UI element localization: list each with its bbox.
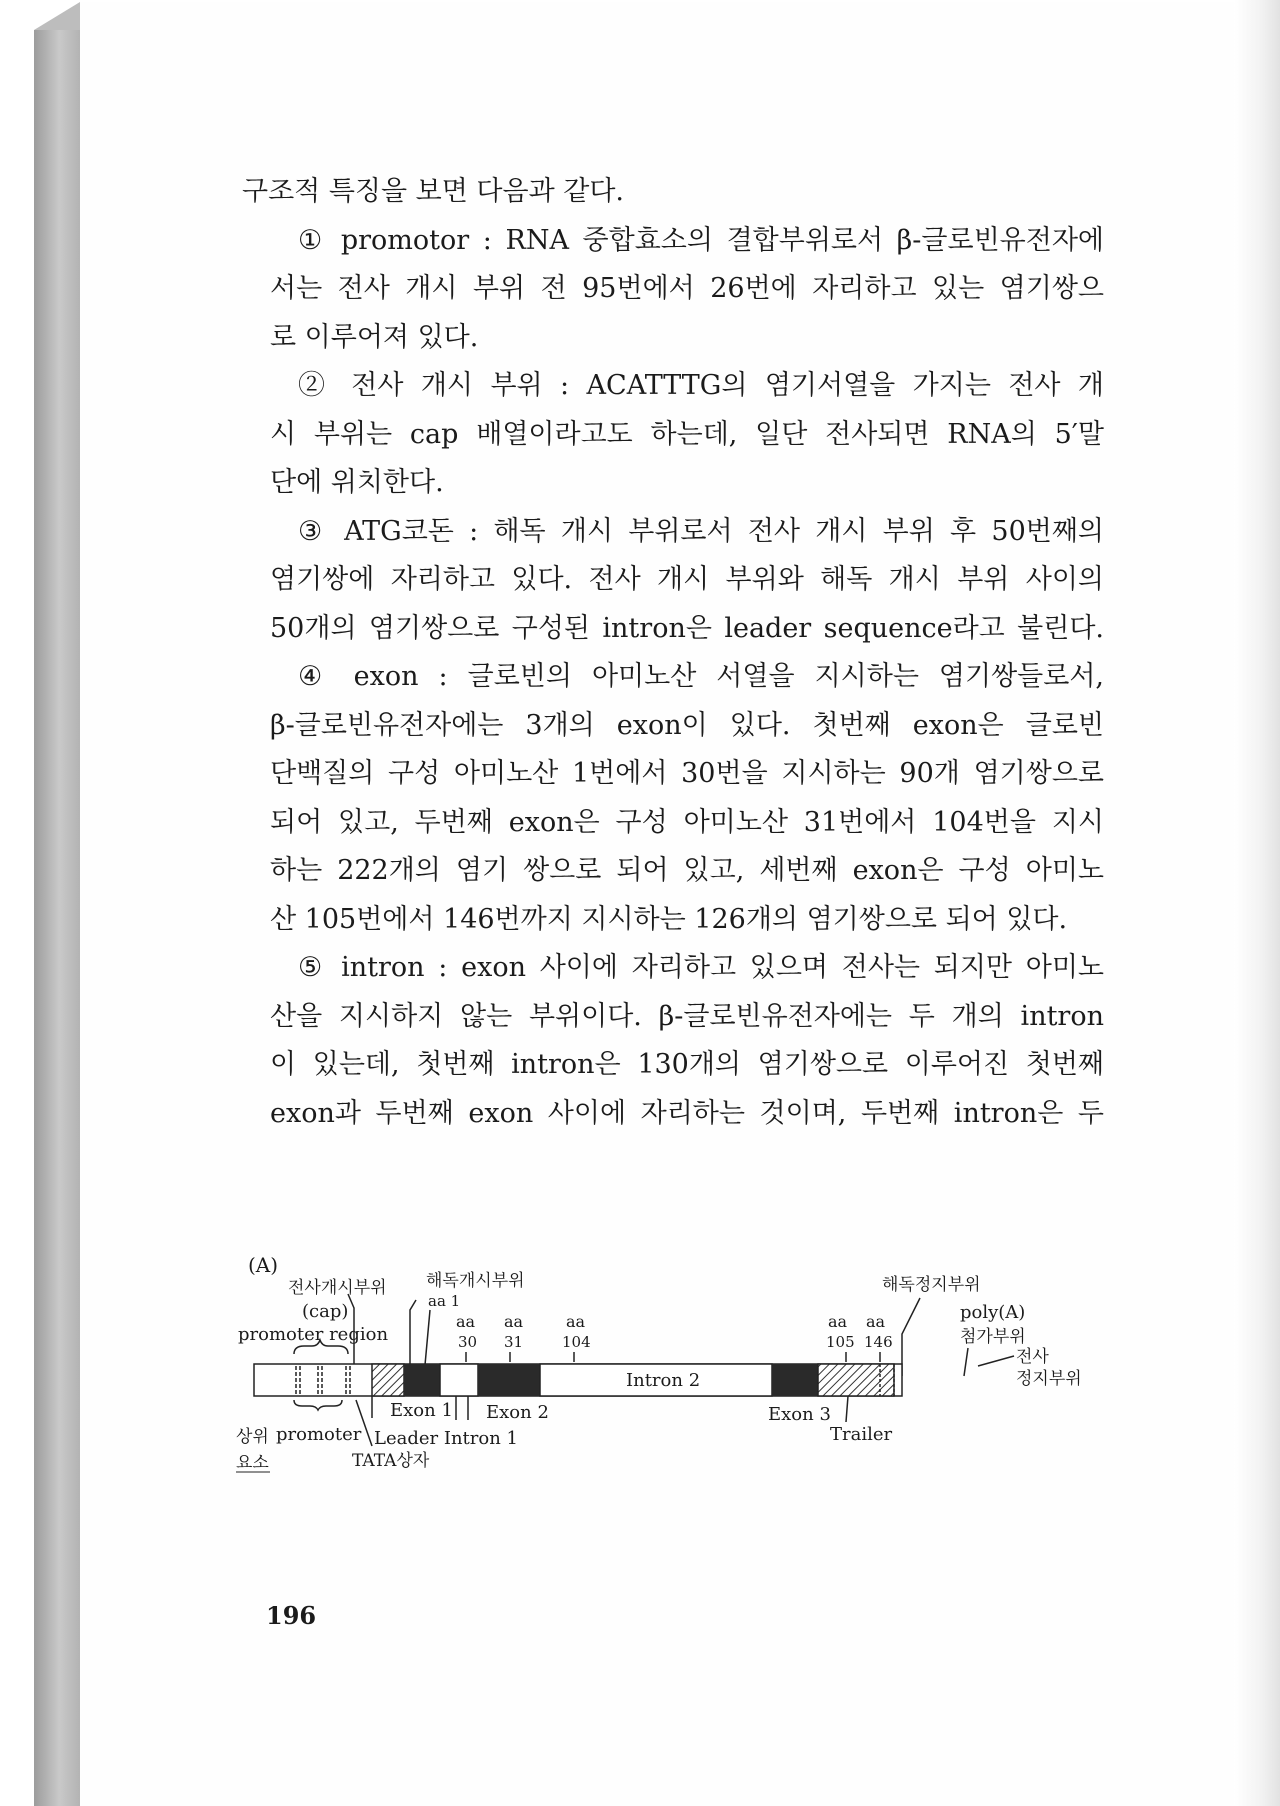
page-number: 196	[266, 1601, 317, 1630]
label-aa146-num: 146	[864, 1333, 893, 1351]
text-line: ② 전사 개시 부위 : ACATTTG의 염기서열을 가지는 전사 개	[298, 370, 1104, 401]
label-aa104-top: aa	[566, 1312, 586, 1331]
panel-label: (A)	[248, 1253, 279, 1277]
text-line: 로 이루어져 있다.	[270, 321, 479, 353]
body-text	[242, 168, 1104, 1138]
label-upstream-element-2: 요소	[236, 1453, 269, 1473]
label-aa30-top: aa	[456, 1312, 476, 1331]
label-promoter-region: promoter region	[238, 1324, 389, 1345]
text-line: 단에 위치한다.	[270, 467, 444, 498]
label-transcription-start: 전사개시부위	[288, 1278, 387, 1298]
text-line: ④ exon : 글로빈의 아미노산 서열을 지시하는 염기쌍들로서,	[298, 661, 1104, 692]
intron-1-block	[440, 1364, 478, 1396]
text-line: 이 있는데, 첫번째 intron은 130개의 염기쌍으로 이루어진 첫번째	[270, 1049, 1104, 1080]
beta-globin-gene-diagram	[230, 1250, 1110, 1490]
label-aa105-top: aa	[828, 1312, 848, 1331]
exon-3-block	[772, 1364, 818, 1396]
book-spine	[34, 30, 80, 1806]
label-translation-start: 해독개시부위	[426, 1271, 525, 1291]
text-line: 염기쌍에 자리하고 있다. 전사 개시 부위와 해독 개시 부위 사이의	[270, 564, 1104, 595]
label-transcription-termination-1: 전사	[1016, 1347, 1049, 1367]
label-translation-stop: 해독정지부위	[882, 1275, 981, 1295]
label-exon-1: Exon 1	[390, 1400, 453, 1421]
text-line: 산 105번에서 146번까지 지시하는 126개의 염기쌍으로 되어 있다.	[270, 903, 1068, 935]
label-polya-site: 첨가부위	[960, 1327, 1026, 1347]
text-line: ① promotor : RNA 중합효소의 결합부위로서 β-글로빈유전자에	[298, 224, 1104, 256]
label-exon-2: Exon 2	[486, 1402, 549, 1423]
text-line: 산을 지시하지 않는 부위이다. β-글로빈유전자에는 두 개의 intron	[270, 1000, 1104, 1032]
label-aa31-num: 31	[504, 1333, 524, 1351]
trailer-region	[818, 1364, 894, 1396]
label-aa146-top: aa	[866, 1312, 886, 1331]
leader-region	[372, 1364, 404, 1396]
text-line: β-글로빈유전자에는 3개의 exon이 있다. 첫번째 exon은 글로빈	[270, 709, 1104, 741]
label-cap: (cap)	[302, 1301, 349, 1322]
text-line: 하는 222개의 염기 쌍으로 되어 있고, 세번째 exon은 구성 아미노	[270, 855, 1104, 886]
text-line: 단백질의 구성 아미노산 1번에서 30번을 지시하는 90개 염기쌍으로	[270, 758, 1104, 789]
text-line: 되어 있고, 두번째 exon은 구성 아미노산 31번에서 104번을 지시	[270, 806, 1104, 838]
text-line: ③ ATG코돈 : 해독 개시 부위로서 전사 개시 부위 후 50번째의	[298, 515, 1104, 547]
label-aa1: aa 1	[428, 1292, 461, 1310]
label-polya: poly(A)	[960, 1302, 1026, 1323]
text-line: 서는 전사 개시 부위 전 95번에서 26번에 자리하고 있는 염기쌍으	[270, 273, 1104, 304]
text-line: exon과 두번째 exon 사이에 자리하는 것이며, 두번째 intron은 두	[270, 1097, 1104, 1129]
exon-2-block	[478, 1364, 540, 1396]
text-line: 50개의 염기쌍으로 구성된 intron은 leader sequence라고 불린다.	[270, 612, 1104, 644]
label-tata-box: TATA상자	[352, 1451, 430, 1471]
label-aa31-top: aa	[504, 1312, 524, 1331]
label-exon-3: Exon 3	[768, 1404, 831, 1425]
text-line: ⑤ intron : exon 사이에 자리하고 있으며 전사는 되지만 아미노	[298, 952, 1104, 983]
label-aa104-num: 104	[562, 1333, 591, 1351]
text-line: 시 부위는 cap 배열이라고도 하는데, 일단 전사되면 RNA의 5′말	[270, 418, 1104, 450]
label-aa30-num: 30	[458, 1333, 478, 1351]
label-intron-2: Intron 2	[626, 1370, 701, 1391]
page-edge-shadow	[1234, 0, 1280, 1806]
label-upstream-element-1: 상위	[236, 1427, 269, 1447]
book-spine-top	[34, 2, 80, 30]
exon-1-block	[404, 1364, 440, 1396]
label-promoter: promoter	[276, 1424, 362, 1445]
label-trailer: Trailer	[830, 1424, 893, 1445]
label-leader-intron-1: Leader Intron 1	[374, 1428, 518, 1449]
label-transcription-termination-2: 정지부위	[1016, 1369, 1082, 1389]
text-line: 구조적 특징을 보면 다음과 같다.	[242, 176, 624, 207]
label-aa105-num: 105	[826, 1333, 855, 1351]
